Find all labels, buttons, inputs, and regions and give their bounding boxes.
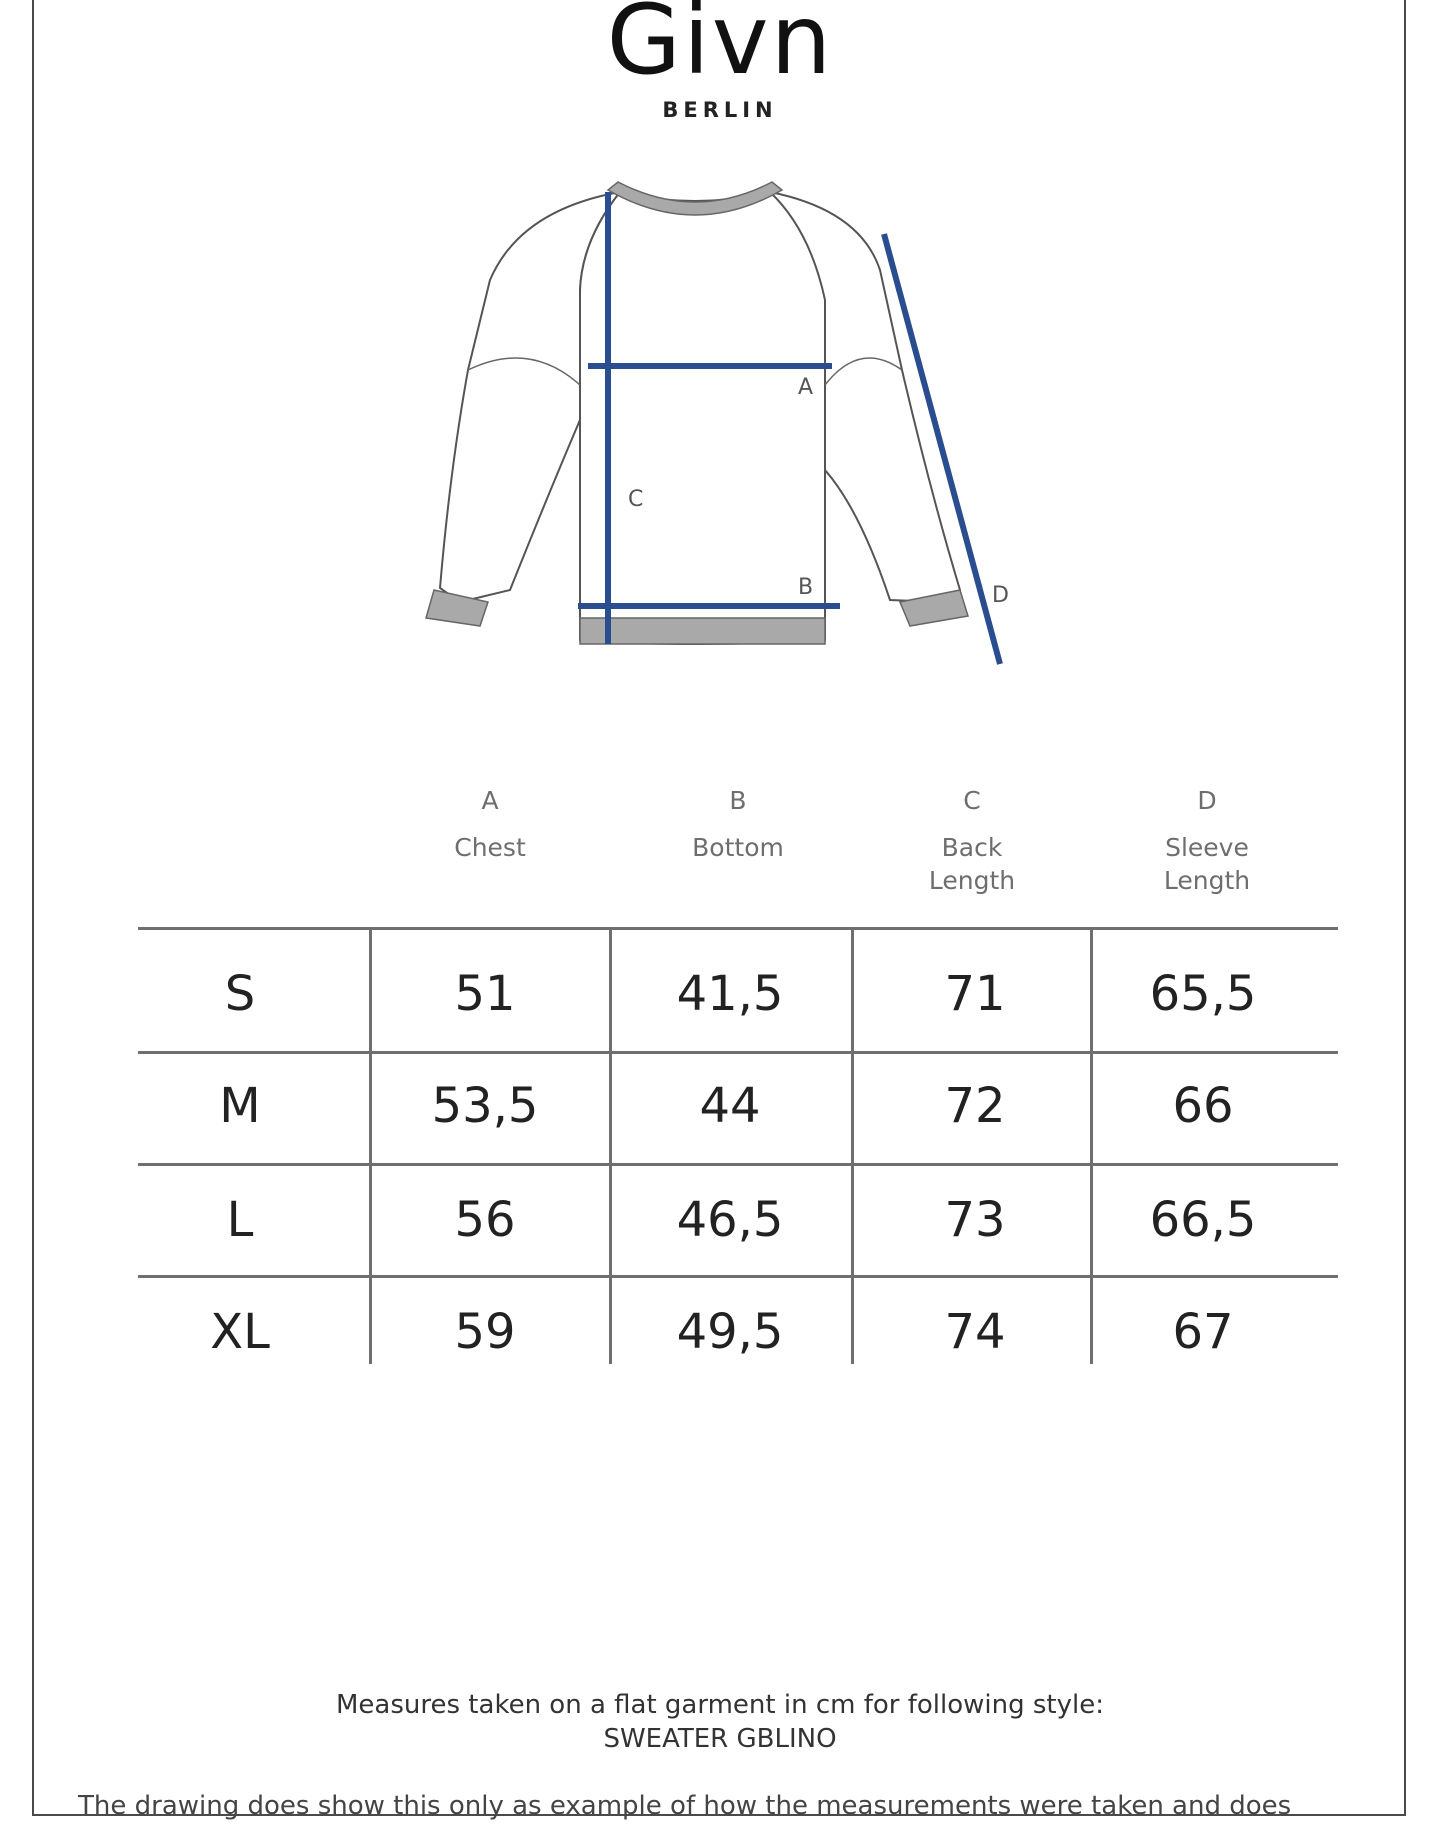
- table-rule: [138, 927, 1338, 930]
- table-rule: [138, 1275, 1338, 1278]
- measure-note: Measures taken on a flat garment in cm for following style:: [336, 1690, 1104, 1720]
- table-divider: [851, 928, 854, 1364]
- label-a: A: [798, 375, 814, 400]
- table-cell: 49,5: [676, 1304, 784, 1360]
- brand-city: BERLIN: [662, 98, 778, 122]
- table-cell: 56: [454, 1192, 516, 1248]
- table-rule: [138, 1163, 1338, 1166]
- table-cell: 72: [944, 1078, 1006, 1134]
- table-cell: 44: [699, 1078, 761, 1134]
- size-label: XL: [210, 1304, 270, 1360]
- table-cell: 65,5: [1149, 966, 1257, 1022]
- column-header-chest: A Chest: [454, 786, 526, 862]
- size-label: L: [226, 1192, 254, 1248]
- label-b: B: [798, 575, 814, 600]
- table-cell: 67: [1172, 1304, 1234, 1360]
- table-cell: 41,5: [676, 966, 784, 1022]
- style-name: SWEATER GBLINO: [603, 1724, 837, 1754]
- size-label: M: [219, 1078, 261, 1134]
- column-header-back-length: C Back Length: [928, 786, 1016, 895]
- table-divider: [1090, 928, 1093, 1364]
- table-cell: 73: [944, 1192, 1006, 1248]
- table-cell: 66: [1172, 1078, 1234, 1134]
- table-cell: 66,5: [1149, 1192, 1257, 1248]
- table-cell: 74: [944, 1304, 1006, 1360]
- column-header-bottom: B Bottom: [692, 786, 784, 862]
- column-header-sleeve-length: D Sleeve Length: [1163, 786, 1251, 895]
- table-cell: 51: [454, 966, 516, 1022]
- disclaimer-text: The drawing does show this only as example of how the measurements were taken and does: [78, 1791, 1292, 1821]
- table-cell: 71: [944, 966, 1006, 1022]
- brand-logo: Givn: [606, 0, 834, 96]
- table-divider: [369, 928, 372, 1364]
- label-d: D: [992, 583, 1009, 608]
- size-label: S: [224, 966, 256, 1022]
- table-cell: 53,5: [431, 1078, 539, 1134]
- label-c: C: [628, 487, 644, 512]
- sweater-diagram: [440, 170, 1040, 700]
- table-divider: [609, 928, 612, 1364]
- hem-rib: [580, 618, 825, 644]
- table-rule: [138, 1051, 1338, 1054]
- sweater-body: [580, 192, 825, 644]
- table-cell: 59: [454, 1304, 516, 1360]
- table-cell: 46,5: [676, 1192, 784, 1248]
